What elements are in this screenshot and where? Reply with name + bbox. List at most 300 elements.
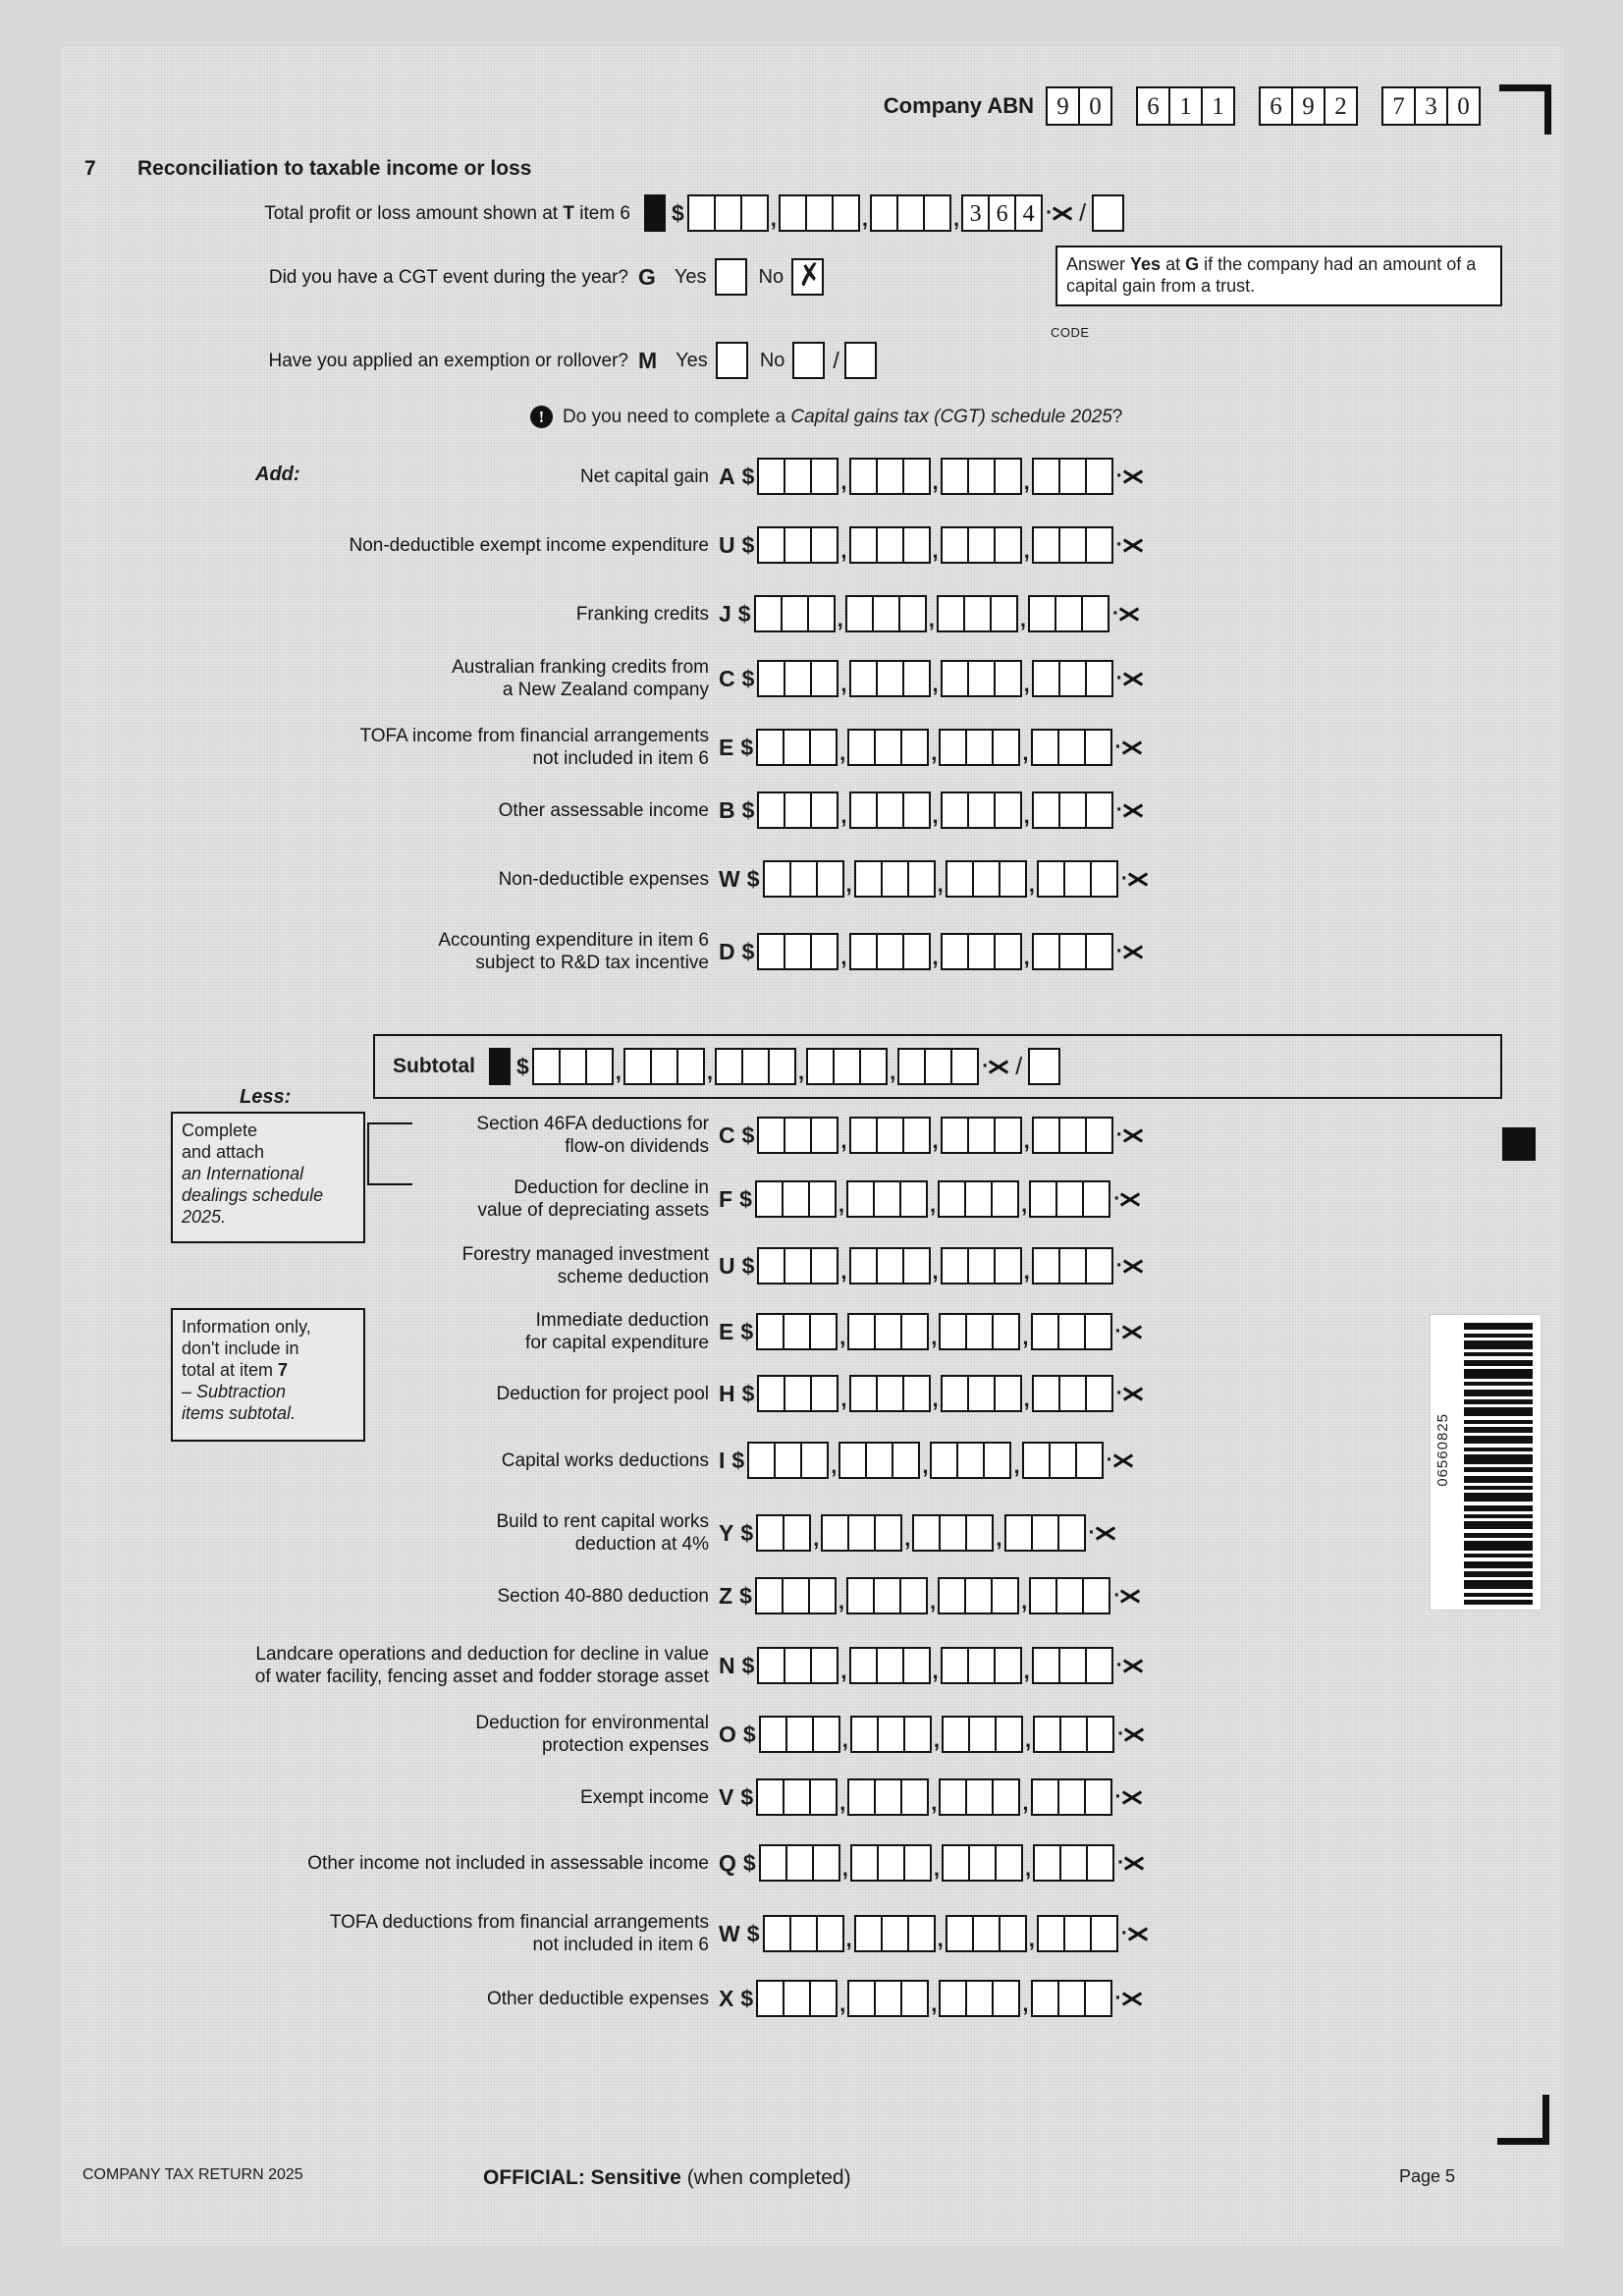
amount-cell[interactable] xyxy=(854,860,883,898)
amount-cell[interactable] xyxy=(965,729,994,766)
amount-cell[interactable] xyxy=(965,1514,994,1552)
amount-cell[interactable] xyxy=(941,1117,969,1154)
amount-cell[interactable] xyxy=(902,1375,931,1412)
amount-cell[interactable] xyxy=(1084,729,1112,766)
amount-cell[interactable] xyxy=(1090,1915,1118,1952)
amount-cell[interactable] xyxy=(1057,1514,1086,1552)
amount-cell[interactable] xyxy=(967,1117,996,1154)
cgt-yes-no[interactable] xyxy=(663,258,824,296)
amount-cell[interactable] xyxy=(784,526,812,564)
amount-cell[interactable] xyxy=(783,729,811,766)
abn-cell[interactable]: 6 xyxy=(1259,86,1293,126)
amount-cell[interactable] xyxy=(833,1048,861,1085)
amount-cell[interactable] xyxy=(874,1514,902,1552)
amount-cell[interactable] xyxy=(900,1313,929,1350)
amount-field[interactable] xyxy=(757,526,1143,564)
amount-field[interactable] xyxy=(763,1915,1149,1952)
amount-cell[interactable] xyxy=(876,933,904,970)
amount-field[interactable] xyxy=(755,1577,1141,1614)
amount-cell[interactable] xyxy=(1084,1313,1112,1350)
amount-cell[interactable] xyxy=(872,595,900,632)
amount-cell[interactable] xyxy=(1031,1514,1059,1552)
amount-cell[interactable] xyxy=(1085,1247,1113,1285)
amount-cell[interactable] xyxy=(1090,860,1118,898)
amount-cell[interactable] xyxy=(559,1048,587,1085)
amount-cell[interactable] xyxy=(808,1180,837,1218)
amount-cell[interactable] xyxy=(1037,1915,1065,1952)
amount-cell[interactable] xyxy=(994,1117,1022,1154)
amount-cell[interactable] xyxy=(757,458,785,495)
amount-cell[interactable] xyxy=(755,1577,784,1614)
amount-cell[interactable] xyxy=(873,1577,901,1614)
amount-cell[interactable] xyxy=(785,1716,814,1753)
amount-cell[interactable] xyxy=(850,1844,879,1882)
amount-field[interactable] xyxy=(757,1247,1143,1285)
amount-cell[interactable] xyxy=(1031,1778,1059,1816)
amount-cell[interactable] xyxy=(782,1180,810,1218)
abn-group-4[interactable] xyxy=(1381,86,1479,126)
amount-cell[interactable] xyxy=(809,1980,838,2017)
amount-cell[interactable] xyxy=(892,1442,920,1479)
amount-cell[interactable] xyxy=(1058,1375,1087,1412)
amount-cell[interactable] xyxy=(1032,660,1060,697)
amount-cell[interactable] xyxy=(994,526,1022,564)
amount-cell[interactable] xyxy=(941,792,969,829)
amount-cell[interactable] xyxy=(810,526,839,564)
amount-cell[interactable] xyxy=(854,1915,883,1952)
amount-cell[interactable] xyxy=(1029,1180,1057,1218)
abn-cell[interactable]: 2 xyxy=(1324,86,1358,126)
amount-cell[interactable] xyxy=(881,860,909,898)
amount-cell[interactable] xyxy=(900,729,929,766)
abn-cell[interactable]: 3 xyxy=(1414,86,1448,126)
amount-cell[interactable] xyxy=(992,729,1020,766)
amount-cell[interactable] xyxy=(784,1647,812,1684)
amount-cell[interactable] xyxy=(876,792,904,829)
amount-cell[interactable] xyxy=(1032,526,1060,564)
exemption-no-checkbox[interactable] xyxy=(792,342,825,379)
amount-cell[interactable] xyxy=(1086,1716,1114,1753)
amount-cell[interactable] xyxy=(1057,729,1086,766)
amount-cell[interactable] xyxy=(994,933,1022,970)
exemption-yes-no[interactable] xyxy=(664,342,825,379)
abn-cell[interactable]: 0 xyxy=(1446,86,1481,126)
amount-cell[interactable] xyxy=(902,1247,931,1285)
amount-cell[interactable] xyxy=(757,660,785,697)
amount-cell[interactable] xyxy=(1086,1844,1114,1882)
amount-cell[interactable] xyxy=(779,194,807,232)
amount-cell[interactable] xyxy=(1058,526,1087,564)
amount-cell[interactable] xyxy=(923,194,951,232)
amount-cell[interactable] xyxy=(876,1117,904,1154)
amount-cell[interactable] xyxy=(849,1247,878,1285)
amount-cell[interactable] xyxy=(687,194,716,232)
amount-field[interactable] xyxy=(757,792,1143,829)
amount-cell[interactable] xyxy=(812,1716,840,1753)
amount-cell[interactable] xyxy=(876,1375,904,1412)
amount-cell[interactable] xyxy=(907,860,936,898)
amount-cell[interactable] xyxy=(941,1375,969,1412)
amount-field[interactable] xyxy=(759,1844,1145,1882)
amount-cell[interactable] xyxy=(992,1778,1020,1816)
amount-cell[interactable] xyxy=(876,660,904,697)
amount-cell[interactable] xyxy=(1058,1247,1087,1285)
amount-cell[interactable] xyxy=(902,526,931,564)
amount-cell[interactable] xyxy=(1085,526,1113,564)
amount-cell[interactable] xyxy=(903,1844,932,1882)
amount-cell[interactable] xyxy=(941,660,969,697)
amount-cell[interactable] xyxy=(964,1577,993,1614)
amount-cell[interactable] xyxy=(747,1442,776,1479)
amount-cell[interactable] xyxy=(784,458,812,495)
amount-cell[interactable] xyxy=(999,1915,1027,1952)
amount-cell[interactable] xyxy=(810,660,839,697)
amount-cell[interactable] xyxy=(756,729,784,766)
amount-cell[interactable] xyxy=(939,1514,967,1552)
amount-cell[interactable] xyxy=(899,1180,928,1218)
amount-cell[interactable] xyxy=(849,526,878,564)
amount-cell[interactable] xyxy=(807,595,836,632)
amount-field[interactable] xyxy=(756,1980,1142,2017)
amount-cell[interactable] xyxy=(1055,1577,1084,1614)
amount-cell[interactable] xyxy=(994,1647,1022,1684)
amount-cell[interactable] xyxy=(1085,1647,1113,1684)
cgt-yes-checkbox[interactable] xyxy=(715,258,747,296)
cgt-no-checkbox[interactable] xyxy=(791,258,824,296)
abn-cell[interactable]: 9 xyxy=(1046,86,1080,126)
amount-field[interactable] xyxy=(759,1716,1145,1753)
amount-cell[interactable] xyxy=(821,1514,849,1552)
amount-cell[interactable] xyxy=(845,595,874,632)
amount-cell[interactable] xyxy=(783,1778,811,1816)
amount-cell[interactable] xyxy=(1081,595,1109,632)
amount-cell[interactable] xyxy=(939,1778,967,1816)
amount-cell[interactable] xyxy=(1037,860,1065,898)
amount-cell[interactable] xyxy=(759,1844,787,1882)
amount-field[interactable] xyxy=(757,933,1143,970)
amount-cell[interactable] xyxy=(995,1844,1023,1882)
amount-cell[interactable] xyxy=(874,1980,902,2017)
amount-cell[interactable] xyxy=(1032,458,1060,495)
amount-cell[interactable] xyxy=(1033,1844,1061,1882)
amount-cell[interactable] xyxy=(942,1844,970,1882)
amount-cell[interactable] xyxy=(965,1980,994,2017)
amount-cell[interactable] xyxy=(1063,860,1092,898)
abn-cell[interactable]: 6 xyxy=(1136,86,1170,126)
amount-cell[interactable] xyxy=(847,1778,876,1816)
amount-cell[interactable] xyxy=(1085,933,1113,970)
amount-field[interactable] xyxy=(757,1117,1143,1154)
amount-cell[interactable] xyxy=(950,1048,979,1085)
amount-cell[interactable] xyxy=(783,1313,811,1350)
amount-cell[interactable] xyxy=(941,458,969,495)
amount-cell[interactable] xyxy=(876,526,904,564)
amount-cell[interactable] xyxy=(865,1442,893,1479)
amount-cell[interactable] xyxy=(967,792,996,829)
amount-cell[interactable] xyxy=(992,1980,1020,2017)
amount-field[interactable] xyxy=(754,595,1140,632)
amount-cell[interactable] xyxy=(1059,1716,1088,1753)
amount-cell[interactable] xyxy=(938,1577,966,1614)
amount-cell[interactable] xyxy=(846,1577,875,1614)
amount-cell[interactable] xyxy=(810,1247,839,1285)
abn-group-3[interactable] xyxy=(1259,86,1356,126)
subtotal-amount[interactable] xyxy=(532,1048,1058,1085)
amount-cell[interactable] xyxy=(784,660,812,697)
amount-cell[interactable] xyxy=(763,1915,791,1952)
amount-cell[interactable] xyxy=(859,1048,888,1085)
amount-cell[interactable] xyxy=(992,1313,1020,1350)
amount-cell[interactable] xyxy=(785,1844,814,1882)
amount-cell[interactable] xyxy=(874,1778,902,1816)
amount-cell[interactable] xyxy=(939,1313,967,1350)
amount-cell[interactable] xyxy=(847,1980,876,2017)
amount-cell[interactable] xyxy=(964,1180,993,1218)
amount-cell[interactable] xyxy=(941,933,969,970)
amount-cell[interactable] xyxy=(532,1048,561,1085)
amount-cell[interactable] xyxy=(946,1915,974,1952)
amount-cell[interactable] xyxy=(994,458,1022,495)
amount-cell[interactable] xyxy=(789,1915,818,1952)
amount-cell[interactable] xyxy=(784,1117,812,1154)
amount-cell[interactable] xyxy=(900,1980,929,2017)
amount-cell[interactable] xyxy=(782,1577,810,1614)
amount-cell[interactable] xyxy=(902,1647,931,1684)
amount-cell[interactable] xyxy=(757,526,785,564)
amount-cell[interactable] xyxy=(809,1313,838,1350)
amount-cell[interactable] xyxy=(968,1716,997,1753)
amount-cell[interactable] xyxy=(972,1915,1001,1952)
amount-cell[interactable] xyxy=(1055,595,1083,632)
abn-cell[interactable]: 7 xyxy=(1381,86,1416,126)
amount-cell[interactable] xyxy=(809,729,838,766)
amount-cell[interactable] xyxy=(1057,1313,1086,1350)
amount-cell[interactable] xyxy=(994,660,1022,697)
amount-cell[interactable] xyxy=(942,1716,970,1753)
amount-cell[interactable] xyxy=(967,458,996,495)
amount-cell[interactable] xyxy=(937,595,965,632)
amount-cell[interactable] xyxy=(877,1844,905,1882)
amount-cell[interactable] xyxy=(1031,1313,1059,1350)
amount-cell[interactable] xyxy=(839,1442,867,1479)
amount-cell[interactable] xyxy=(972,860,1001,898)
amount-cell[interactable] xyxy=(995,1716,1023,1753)
amount-cell[interactable] xyxy=(902,458,931,495)
amount-cell[interactable] xyxy=(1059,1844,1088,1882)
amount-cell[interactable] xyxy=(759,1716,787,1753)
amount-cell[interactable] xyxy=(789,860,818,898)
amount-cell[interactable] xyxy=(946,860,974,898)
amount-cell[interactable] xyxy=(756,1313,784,1350)
amount-cell[interactable] xyxy=(1058,660,1087,697)
amount-cell[interactable] xyxy=(1085,1117,1113,1154)
amount-cell[interactable] xyxy=(849,933,878,970)
amount-cell[interactable] xyxy=(1033,1716,1061,1753)
amount-cell[interactable] xyxy=(924,1048,952,1085)
amount-cell[interactable] xyxy=(757,792,785,829)
amount-cell[interactable] xyxy=(903,1716,932,1753)
amount-cell[interactable] xyxy=(967,1375,996,1412)
amount-cell[interactable] xyxy=(763,860,791,898)
amount-cell[interactable] xyxy=(983,1442,1011,1479)
amount-cell[interactable] xyxy=(965,1313,994,1350)
amount-cell[interactable] xyxy=(1031,1980,1059,2017)
amount-cell[interactable] xyxy=(967,526,996,564)
amount-cell[interactable] xyxy=(810,1117,839,1154)
amount-cell[interactable] xyxy=(810,458,839,495)
amount-cell[interactable] xyxy=(1032,1247,1060,1285)
amount-cell[interactable] xyxy=(756,1778,784,1816)
exemption-yes-checkbox[interactable] xyxy=(716,342,748,379)
amount-cell[interactable] xyxy=(902,933,931,970)
amount-cell[interactable] xyxy=(900,1778,929,1816)
amount-cell[interactable] xyxy=(939,729,967,766)
amount-cell[interactable] xyxy=(783,1514,811,1552)
amount-cell[interactable] xyxy=(623,1048,652,1085)
amount-cell[interactable] xyxy=(902,660,931,697)
amount-cell[interactable] xyxy=(967,1247,996,1285)
amount-cell[interactable] xyxy=(1032,1117,1060,1154)
amount-field[interactable] xyxy=(757,1647,1143,1684)
amount-cell[interactable] xyxy=(1031,729,1059,766)
amount-cell[interactable] xyxy=(965,1778,994,1816)
amount-cell[interactable] xyxy=(1057,1778,1086,1816)
amount-cell[interactable] xyxy=(1058,458,1087,495)
amount-field[interactable] xyxy=(755,1180,1141,1218)
amount-cell[interactable] xyxy=(1075,1442,1104,1479)
amount-cell[interactable] xyxy=(1029,1577,1057,1614)
amount-cell[interactable] xyxy=(715,1048,743,1085)
amount-cell[interactable] xyxy=(741,1048,770,1085)
amount-cell[interactable] xyxy=(1032,1375,1060,1412)
amount-cell[interactable] xyxy=(810,792,839,829)
amount-cell[interactable] xyxy=(849,1647,878,1684)
amount-cell[interactable] xyxy=(809,1778,838,1816)
amount-cell[interactable] xyxy=(740,194,769,232)
amount-cell[interactable] xyxy=(810,1647,839,1684)
amount-cell[interactable] xyxy=(849,1375,878,1412)
amount-field[interactable] xyxy=(756,1313,1142,1350)
amount-cell[interactable] xyxy=(876,1647,904,1684)
amount-cell[interactable] xyxy=(1063,1915,1092,1952)
amount-cell[interactable] xyxy=(1055,1180,1084,1218)
amount-cell[interactable] xyxy=(650,1048,678,1085)
amount-cell[interactable] xyxy=(873,1180,901,1218)
abn-group-2[interactable] xyxy=(1136,86,1233,126)
abn-group-1[interactable] xyxy=(1046,86,1110,126)
amount-cell[interactable] xyxy=(676,1048,705,1085)
amount-cell[interactable] xyxy=(585,1048,614,1085)
amount-cell[interactable] xyxy=(1032,1647,1060,1684)
code-cell[interactable] xyxy=(1028,1048,1060,1085)
amount-cell[interactable] xyxy=(768,1048,796,1085)
amount-cell[interactable] xyxy=(755,1180,784,1218)
amount-cell[interactable] xyxy=(907,1915,936,1952)
amount-cell[interactable] xyxy=(810,1375,839,1412)
abn-cell[interactable]: 1 xyxy=(1201,86,1235,126)
amount-cell[interactable] xyxy=(902,792,931,829)
amount-cell[interactable] xyxy=(1085,1375,1113,1412)
amount-cell[interactable] xyxy=(1058,933,1087,970)
amount-cell[interactable] xyxy=(783,1980,811,2017)
exemption-code-cell[interactable] xyxy=(844,342,877,379)
amount-cell[interactable] xyxy=(757,1117,785,1154)
amount-cell[interactable] xyxy=(876,458,904,495)
amount-cell[interactable] xyxy=(849,458,878,495)
amount-field[interactable] xyxy=(757,1375,1143,1412)
amount-cell[interactable] xyxy=(849,1117,878,1154)
amount-field[interactable] xyxy=(756,729,1142,766)
amount-cell[interactable] xyxy=(941,526,969,564)
amount-cell[interactable] xyxy=(967,1647,996,1684)
amount-cell[interactable] xyxy=(850,1716,879,1753)
amount-cell[interactable] xyxy=(1058,1117,1087,1154)
abn-cell[interactable]: 0 xyxy=(1078,86,1112,126)
amount-field[interactable] xyxy=(756,1778,1142,1816)
amount-cell[interactable] xyxy=(1032,792,1060,829)
amount-cell[interactable] xyxy=(1032,933,1060,970)
amount-cell[interactable] xyxy=(756,1980,784,2017)
amount-cell[interactable] xyxy=(877,1716,905,1753)
amount-cell[interactable] xyxy=(816,860,844,898)
amount-cell[interactable] xyxy=(938,1180,966,1218)
amount-cell[interactable] xyxy=(898,595,927,632)
amount-cell[interactable] xyxy=(808,1577,837,1614)
amount-cell[interactable] xyxy=(939,1980,967,2017)
amount-cell[interactable] xyxy=(899,1577,928,1614)
amount-cell[interactable] xyxy=(1049,1442,1077,1479)
amount-cell[interactable] xyxy=(870,194,898,232)
amount-cell[interactable] xyxy=(874,1313,902,1350)
amount-cell[interactable] xyxy=(956,1442,985,1479)
amount-cell[interactable] xyxy=(849,660,878,697)
amount-cell[interactable] xyxy=(847,1313,876,1350)
amount-cell[interactable] xyxy=(1058,1647,1087,1684)
amount-cell[interactable] xyxy=(994,1375,1022,1412)
amount-cell[interactable] xyxy=(930,1442,958,1479)
amount-field[interactable] xyxy=(757,660,1143,697)
amount-cell[interactable] xyxy=(832,194,860,232)
abn-cell[interactable]: 1 xyxy=(1168,86,1203,126)
amount-cell[interactable] xyxy=(999,860,1027,898)
amount-cell[interactable] xyxy=(816,1915,844,1952)
amount-cell[interactable] xyxy=(800,1442,829,1479)
amount-cell[interactable] xyxy=(881,1915,909,1952)
amount-cell[interactable] xyxy=(846,1180,875,1218)
amount-cell[interactable] xyxy=(902,1117,931,1154)
amount-cell[interactable] xyxy=(784,1247,812,1285)
amount-cell[interactable] xyxy=(1085,792,1113,829)
amount-cell[interactable] xyxy=(757,1247,785,1285)
amount-cell[interactable] xyxy=(784,1375,812,1412)
amount-cell[interactable] xyxy=(1058,792,1087,829)
amount-cell[interactable] xyxy=(812,1844,840,1882)
amount-cell[interactable] xyxy=(1084,1778,1112,1816)
code-cell[interactable] xyxy=(1092,194,1124,232)
amount-cell[interactable] xyxy=(1057,1980,1086,2017)
amount-cell[interactable] xyxy=(1004,1514,1033,1552)
amount-field[interactable] xyxy=(757,458,1143,495)
amount-cell[interactable] xyxy=(896,194,925,232)
amount-cell[interactable] xyxy=(941,1647,969,1684)
amount-cell[interactable] xyxy=(805,194,834,232)
amount-field[interactable] xyxy=(756,1514,1115,1552)
amount-cell[interactable] xyxy=(1084,1980,1112,2017)
amount-cell[interactable] xyxy=(990,595,1018,632)
amount-cell[interactable] xyxy=(967,660,996,697)
amount-cell[interactable] xyxy=(784,933,812,970)
amount-cell[interactable] xyxy=(968,1844,997,1882)
